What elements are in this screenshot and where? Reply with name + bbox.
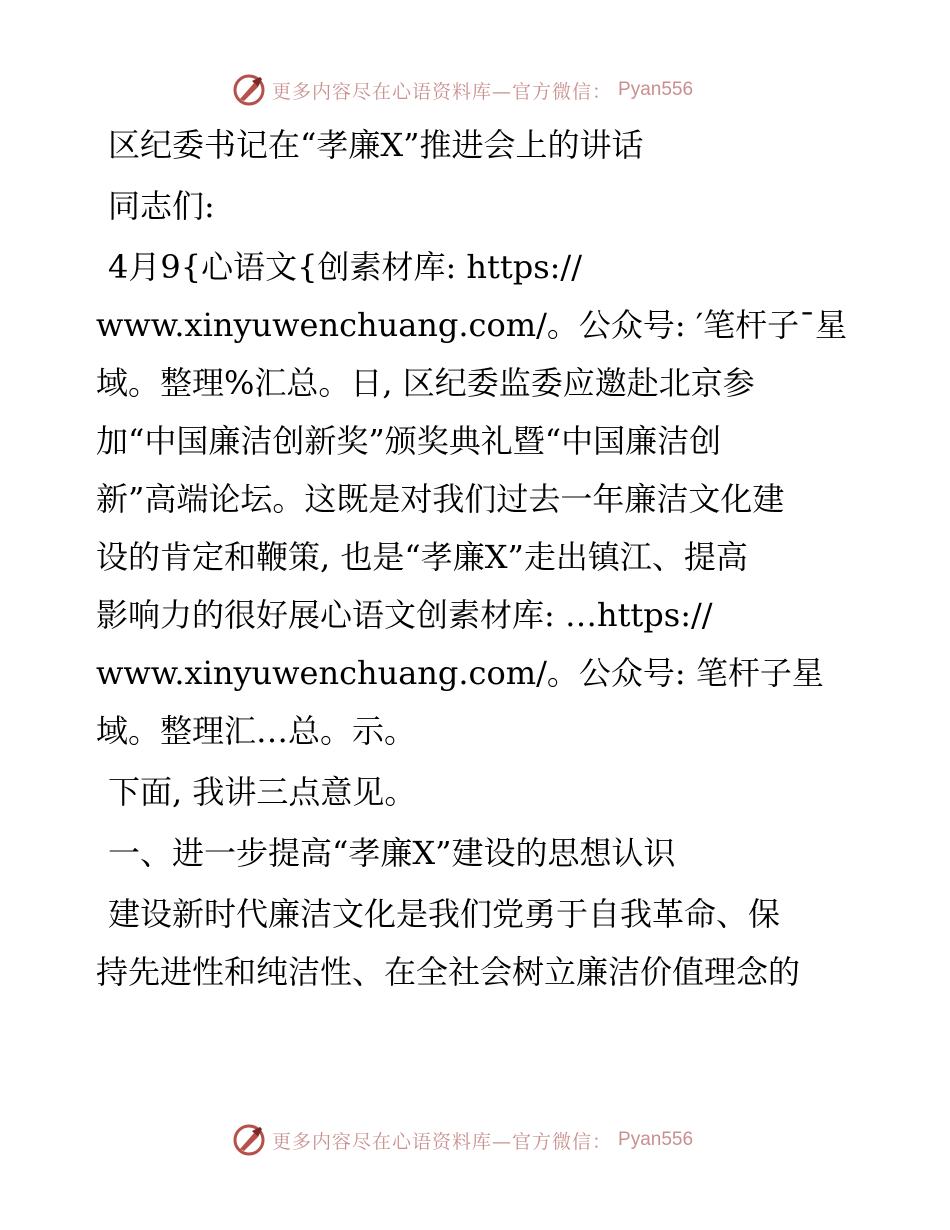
paragraph-3 [96,885,856,1001]
paragraph-line: www.xinyuwenchuang.com/。公众号: 笔杆子星 [96,654,824,692]
paragraph-line: www.xinyuwenchuang.com/。公众号: ′笔杆子¯星 [96,306,848,344]
pen-logo-icon [232,1123,266,1157]
watermark-footer [232,1122,693,1158]
paragraph-1 [96,238,856,760]
watermark-text: 更多内容尽在心语资料库—官方微信： [272,80,613,103]
paragraph-2: 下面, 我讲三点意见。 [108,773,417,811]
paragraph-line: 域。整理%汇总。日, 区纪委监委应邀赴北京参 [96,364,755,402]
paragraph-line: 域。整理汇…总。示。 [96,712,417,750]
section-heading: 一、进一步提高“孝廉X”建设的思想认识 [108,834,676,872]
paragraph-line: 建设新时代廉洁文化是我们党勇于自我革命、保 [108,895,781,933]
watermark-text: 更多内容尽在心语资料库—官方微信： [272,1130,613,1153]
watermark-wechat-id: Pyan556 [618,79,694,100]
document-title: 区纪委书记在“孝廉X”推进会上的讲话 [108,126,644,164]
paragraph-line: 新”高端论坛。这既是对我们过去一年廉洁文化建 [96,480,785,518]
paragraph-line: 加“中国廉洁创新奖”颁奖典礼暨“中国廉洁创 [96,422,722,460]
pen-logo-icon [232,73,266,107]
paragraph-line: 4月9{心语文{创素材库: https:// [108,248,582,286]
paragraph-line: 影响力的很好展心语文创素材库: …https:// [96,596,713,634]
paragraph-line: 持先进性和纯洁性、在全社会树立廉洁价值理念的 [96,953,801,991]
watermark-wechat-id: Pyan556 [618,1129,694,1150]
document-body [96,116,856,1001]
salutation: 同志们: [108,187,215,225]
watermark-header [232,72,693,108]
paragraph-line: 设的肯定和鞭策, 也是“孝廉X”走出镇江、提高 [96,538,748,576]
